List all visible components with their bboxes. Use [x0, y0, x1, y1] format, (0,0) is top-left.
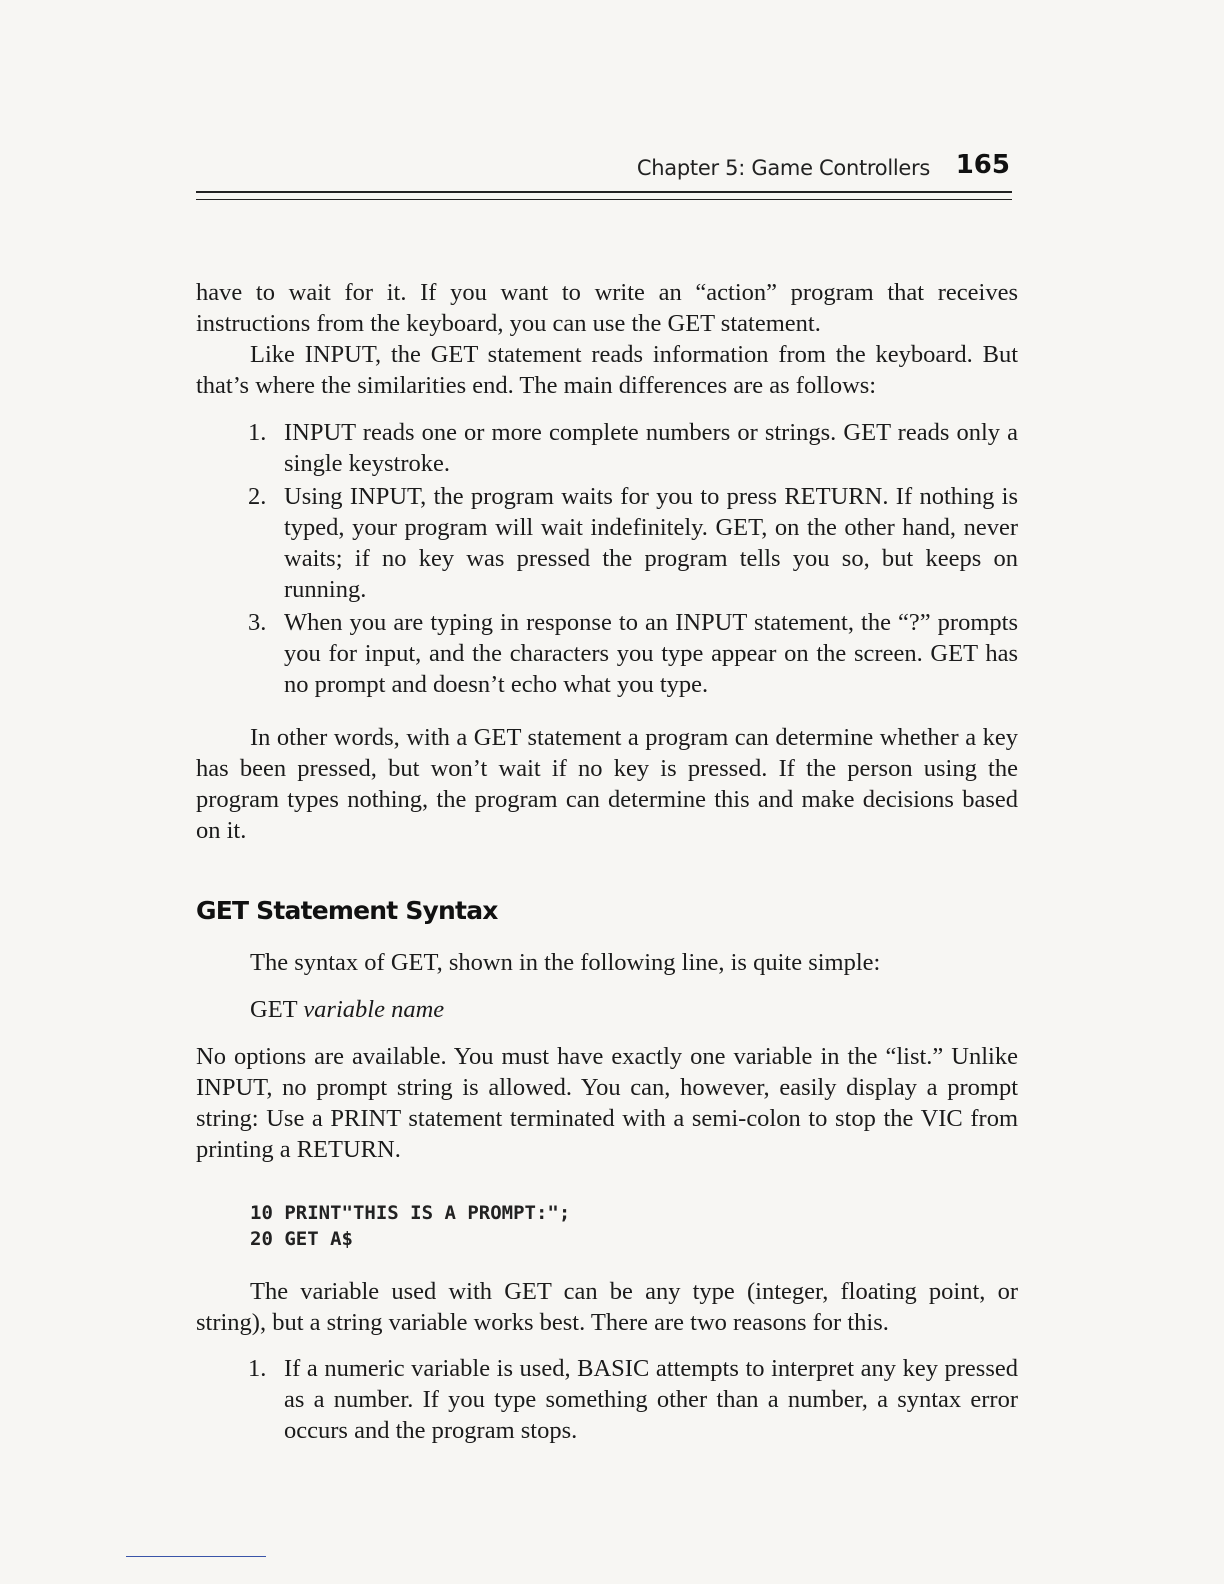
- header-rule-thin: [196, 199, 1012, 200]
- paragraph-5-end: .: [394, 1136, 401, 1163]
- list-item-text: If a numeric variable is used, BASIC attempts to interpret any key pressed as a number. If you type something other than a number, a syntax error occurs and the program stops.: [284, 1355, 1018, 1444]
- reasons-list: [196, 1353, 1018, 1446]
- body-text-top: [196, 277, 1018, 401]
- paragraph-1: have to wait for it. If you want to write an “action” program that receives instructions from the keyboard, you can use the GET statement.: [196, 279, 1018, 337]
- list-item-text: When you are typing in response to an INPUT statement, the “?” prompts you for input, and the characters you type appear on the screen. GET has no prompt and doesn’t echo what you type.: [284, 609, 1018, 698]
- list-item-text: INPUT reads one or more complete numbers or strings. GET reads only a single keystroke.: [284, 419, 1018, 477]
- page-number: 165: [955, 150, 1010, 180]
- code-listing: [250, 1200, 570, 1252]
- list-number: 3.: [248, 609, 267, 636]
- paragraph-5: [196, 1041, 1018, 1165]
- list-item-text-end: . If nothing is typed, your program will wait indefinitely. GET, on the other hand, never waits; if no key was pressed the program tells you so, but keeps on running.: [284, 483, 1018, 603]
- paragraph-4: The syntax of GET, shown in the following line, is quite simple:: [250, 949, 881, 976]
- body-text-syntax-intro: [196, 947, 1018, 978]
- code-line: 20 GET A$: [250, 1228, 353, 1250]
- list-number: 2.: [248, 483, 267, 510]
- list-item: [196, 607, 1018, 700]
- list-number: 1.: [248, 1355, 267, 1382]
- scan-edge-line: [126, 1556, 266, 1557]
- paragraph-5-text: No options are available. You must have exactly one variable in the “list.” Unlike INPUT, no prompt string is allowed. You can, however, easily display a prompt string: Use a PRINT statement terminated with a semi-colon to stop the VIC from printing a: [196, 1043, 1018, 1163]
- syntax-keyword: GET: [250, 996, 298, 1023]
- body-text-options: [196, 1041, 1018, 1165]
- running-header: [196, 150, 1012, 184]
- list-item: [196, 1353, 1018, 1446]
- body-text-variable: [196, 1276, 1018, 1338]
- chapter-title: Chapter 5: Game Controllers: [636, 156, 930, 180]
- section-heading: GET Statement Syntax: [196, 896, 498, 925]
- header-rule-thick: [196, 191, 1012, 193]
- return-key-label: RETURN: [296, 1136, 395, 1163]
- paragraph-3: In other words, with a GET statement a program can determine whether a key has been pressed, but won’t wait if no key is pressed. If the person using the program types nothing, the program can determine this and make decisions based on it.: [196, 724, 1018, 844]
- syntax-argument: variable name: [303, 996, 445, 1023]
- return-key-label: RETURN: [784, 483, 883, 510]
- paragraph-2: Like INPUT, the GET statement reads information from the keyboard. But that’s where the similarities end. The main differences are as follows:: [196, 341, 1018, 399]
- list-item-text-start: Using INPUT, the program waits for you to press: [284, 483, 785, 510]
- code-line: 10 PRINT"THIS IS A PROMPT:";: [250, 1202, 571, 1224]
- paragraph-6: The variable used with GET can be any type (integer, floating point, or string), but a string variable works best. There are two reasons for this.: [196, 1278, 1018, 1336]
- list-item: [196, 417, 1018, 479]
- body-text-middle: [196, 722, 1018, 846]
- list-number: 1.: [248, 419, 267, 446]
- list-item: [196, 481, 1018, 605]
- differences-list: [196, 417, 1018, 700]
- syntax-example: [250, 994, 444, 1025]
